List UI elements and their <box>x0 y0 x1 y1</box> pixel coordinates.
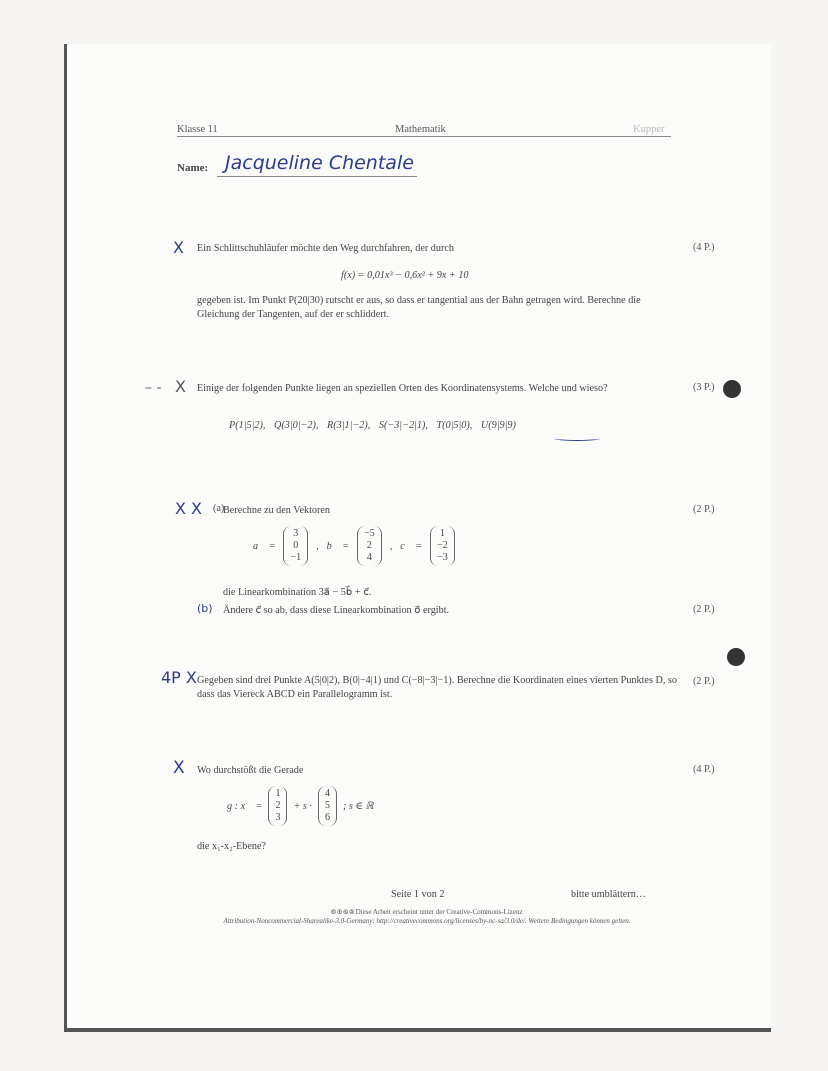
direction-x: 4 <box>324 788 330 799</box>
vector-a <box>283 526 308 566</box>
subtask-b-label: (b) <box>197 602 213 615</box>
task4-points: (2 P.) <box>693 676 715 687</box>
check-mark-1: X <box>173 238 184 257</box>
support-z: 3 <box>275 812 281 823</box>
underline-mark <box>554 436 600 441</box>
task1-points: (4 P.) <box>693 242 715 253</box>
vector-a-y: 0 <box>293 540 299 551</box>
check-mark-4: 4P X <box>161 668 197 687</box>
name-label: Name: <box>177 162 209 174</box>
vector-b <box>357 526 382 566</box>
vector-b-z: 4 <box>366 552 372 563</box>
parameter-domain: ; s ∈ ℝ <box>342 800 374 812</box>
license-line-1: Diese Arbeit erscheint unter der Creative-Commons-Lizenz <box>355 908 523 916</box>
line-equation <box>227 786 374 826</box>
turn-page-note: bitte umblättern… <box>571 889 646 900</box>
name-line <box>217 176 417 177</box>
exam-sheet <box>64 44 771 1032</box>
vector-b-x: −5 <box>364 528 375 539</box>
task1-formula: f(x) = 0,01x³ − 0,6x² + 9x + 10 <box>341 270 469 281</box>
line-label: g : x⃗ = <box>227 800 263 812</box>
task4-text: Gegeben sind drei Punkte A(5|0|2), B(0|−4|1) und C(−8|−3|−1). Berechne die Koordinaten eines vierten Punktes D, so dass das Viereck ABCD ein Parallelogramm ist. <box>197 675 677 700</box>
license-line-2: Attribution-Noncommercial-Sharealike-3.0-Germany: http://creativecommons.org/licenses/by-nc-sa/3.0/de/. Weitere Bedingungen können gelten. <box>223 917 631 925</box>
task2-points: (3 P.) <box>693 382 715 393</box>
point-r: R(3|1|−2), <box>326 420 371 431</box>
direction-y: 5 <box>324 800 330 811</box>
task1-text2: gegeben ist. Im Punkt P(20|30) rutscht er aus, so dass er tangential aus der Bahn getragen wird. Berechne die Gleichung der Tangenten, auf der er schliddert. <box>197 295 641 320</box>
class-label: Klasse 11 <box>177 124 218 135</box>
point-p: P(1|5|2), <box>229 420 266 431</box>
vector-c-label: c⃗ = <box>400 540 423 552</box>
dash-mark: – - <box>145 380 162 396</box>
student-name: Jacqueline Chentale <box>225 152 414 174</box>
teacher-label: Kupper <box>633 124 665 135</box>
task3-text2: die Linearkombination 3a⃗ − 5b⃗ + c⃗. <box>223 587 372 598</box>
page-number: Seite 1 von 2 <box>391 889 445 900</box>
task3-text3: Ändere c⃗ so ab, dass diese Linearkombination o⃗ ergibt. <box>223 605 450 616</box>
subtask-a-label: (a) <box>213 503 225 514</box>
vector-c-z: −3 <box>437 552 448 563</box>
cc-icons: 🅭 🅯 🄏 🄎 <box>331 908 354 916</box>
vector-b-y: 2 <box>366 540 372 551</box>
license-block <box>167 908 687 925</box>
task1-text: Ein Schlittschuhläufer möchte den Weg durchfahren, der durch <box>197 243 454 254</box>
point-s: S(−3|−2|1), <box>378 420 428 431</box>
vector-c-x: 1 <box>439 528 445 539</box>
task3-points2: (2 P.) <box>693 604 715 615</box>
support-x: 1 <box>275 788 281 799</box>
punch-hole-2 <box>727 648 745 666</box>
vector-row: a⃗ = 3 0 −1 , b⃗ = −5 2 4 , c⃗ = 1 −2 −3 <box>253 526 455 566</box>
task2-point-list <box>229 420 516 431</box>
header-rule <box>177 136 671 137</box>
vector-b-label: b⃗ = <box>326 540 350 552</box>
check-mark-3: X X <box>175 499 203 518</box>
support-y: 2 <box>275 800 281 811</box>
punch-hole-1 <box>723 380 741 398</box>
vector-a-label: a⃗ = <box>253 540 276 552</box>
direction-z: 6 <box>324 812 330 823</box>
task2-text: Einige der folgenden Punkte liegen an speziellen Orten des Koordinatensystems. Welche und wieso? <box>197 383 608 394</box>
vector-a-z: −1 <box>290 552 302 563</box>
vector-c <box>430 526 455 566</box>
task5-text: Wo durchstößt die Gerade <box>197 765 304 776</box>
support-vector <box>268 786 287 826</box>
subject-label: Mathematik <box>395 124 446 135</box>
point-u: U(9|9|9) <box>480 420 516 431</box>
vector-c-y: −2 <box>437 540 448 551</box>
check-mark-5: X <box>173 758 185 778</box>
parameter-label: + s · <box>293 800 312 812</box>
point-t: T(0|5|0), <box>436 420 473 431</box>
direction-vector <box>318 786 337 826</box>
check-mark-2: X <box>175 377 186 396</box>
task3-points: (2 P.) <box>693 504 715 515</box>
vector-a-x: 3 <box>293 528 299 539</box>
task5-points: (4 P.) <box>693 764 715 775</box>
task3-text: Berechne zu den Vektoren <box>223 505 331 516</box>
task5-text2: die x₁-x₂-Ebene? <box>197 841 267 852</box>
point-q: Q(3|0|−2), <box>273 420 319 431</box>
